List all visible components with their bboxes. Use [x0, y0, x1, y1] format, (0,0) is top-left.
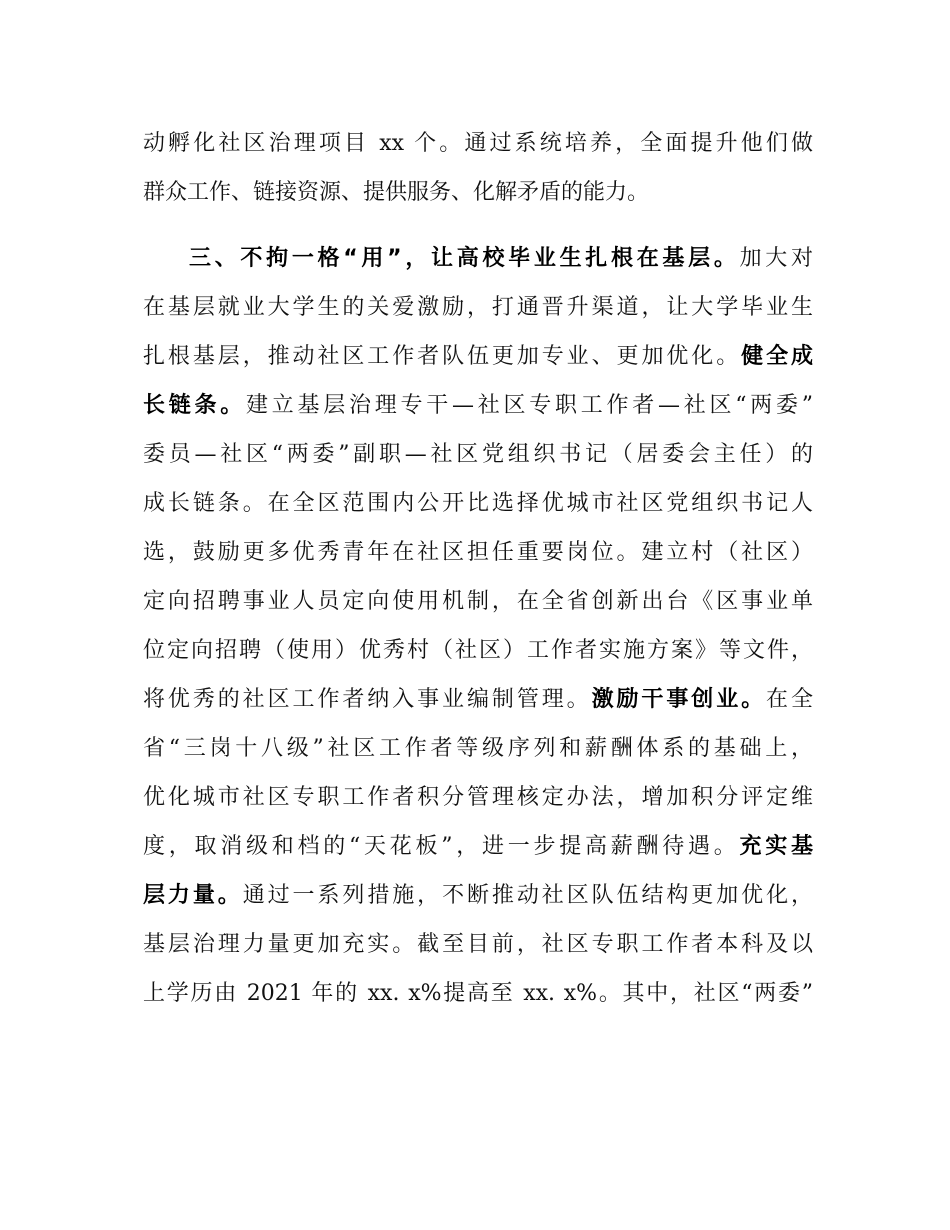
subheading-strengthen: 充实基 — [739, 834, 813, 859]
text-line: 优化城市社区专职工作者积分管理核定办法，增加积分评定维 — [143, 785, 813, 810]
text-line: 群众工作、链接资源、提供服务、化解矛盾的能力。 — [143, 180, 650, 205]
text-line: 动孵化社区治理项目 xx 个。通过系统培养，全面提升他们做 — [143, 131, 813, 156]
text-line: 层力量。通过一系列措施，不断推动社区队伍结构更加优化， — [143, 883, 813, 908]
text-line: 在基层就业大学生的关爱激励，打通晋升渠道，让大学毕业生 — [143, 295, 813, 320]
subheading-growth-chain-cont: 长链条。 — [143, 393, 246, 418]
text-line: 将优秀的社区工作者纳入事业编制管理。激励干事创业。在全 — [143, 687, 813, 712]
text-line: 上学历由 2021 年的 xx. x%提高至 xx. x%。其中，社区“两委” — [143, 981, 813, 1006]
text-line: 长链条。建立基层治理专干—社区专职工作者—社区“两委” — [143, 393, 813, 418]
subheading-strengthen-cont: 层力量。 — [143, 883, 243, 908]
text-line: 度，取消级和档的“天花板”，进一步提高薪酬待遇。充实基 — [143, 834, 813, 859]
subheading-growth-chain: 健全成 — [741, 344, 813, 369]
subheading-motivation: 激励干事创业。 — [591, 687, 767, 712]
section-heading-line: 三、不拘一格“用”，让高校毕业生扎根在基层。加大对 — [189, 246, 813, 271]
text-line: 成长链条。在全区范围内公开比选择优城市社区党组织书记人 — [143, 491, 813, 516]
text-line: 位定向招聘（使用）优秀村（社区）工作者实施方案》等文件， — [143, 638, 813, 663]
text-line: 基层治理力量更加充实。截至目前，社区专职工作者本科及以 — [143, 932, 813, 957]
text-line: 委员—社区“两委”副职—社区党组织书记（居委会主任）的 — [143, 442, 813, 467]
section-heading: 三、不拘一格“用”，让高校毕业生扎根在基层。 — [189, 246, 740, 271]
text-line: 定向招聘事业人员定向使用机制，在全省创新出台《区事业单 — [143, 589, 813, 614]
text-line: 选，鼓励更多优秀青年在社区担任重要岗位。建立村（社区） — [143, 540, 813, 565]
text-line: 省“三岗十八级”社区工作者等级序列和薪酬体系的基础上， — [143, 736, 813, 761]
text-line: 扎根基层，推动社区工作者队伍更加专业、更加优化。健全成 — [143, 344, 813, 369]
